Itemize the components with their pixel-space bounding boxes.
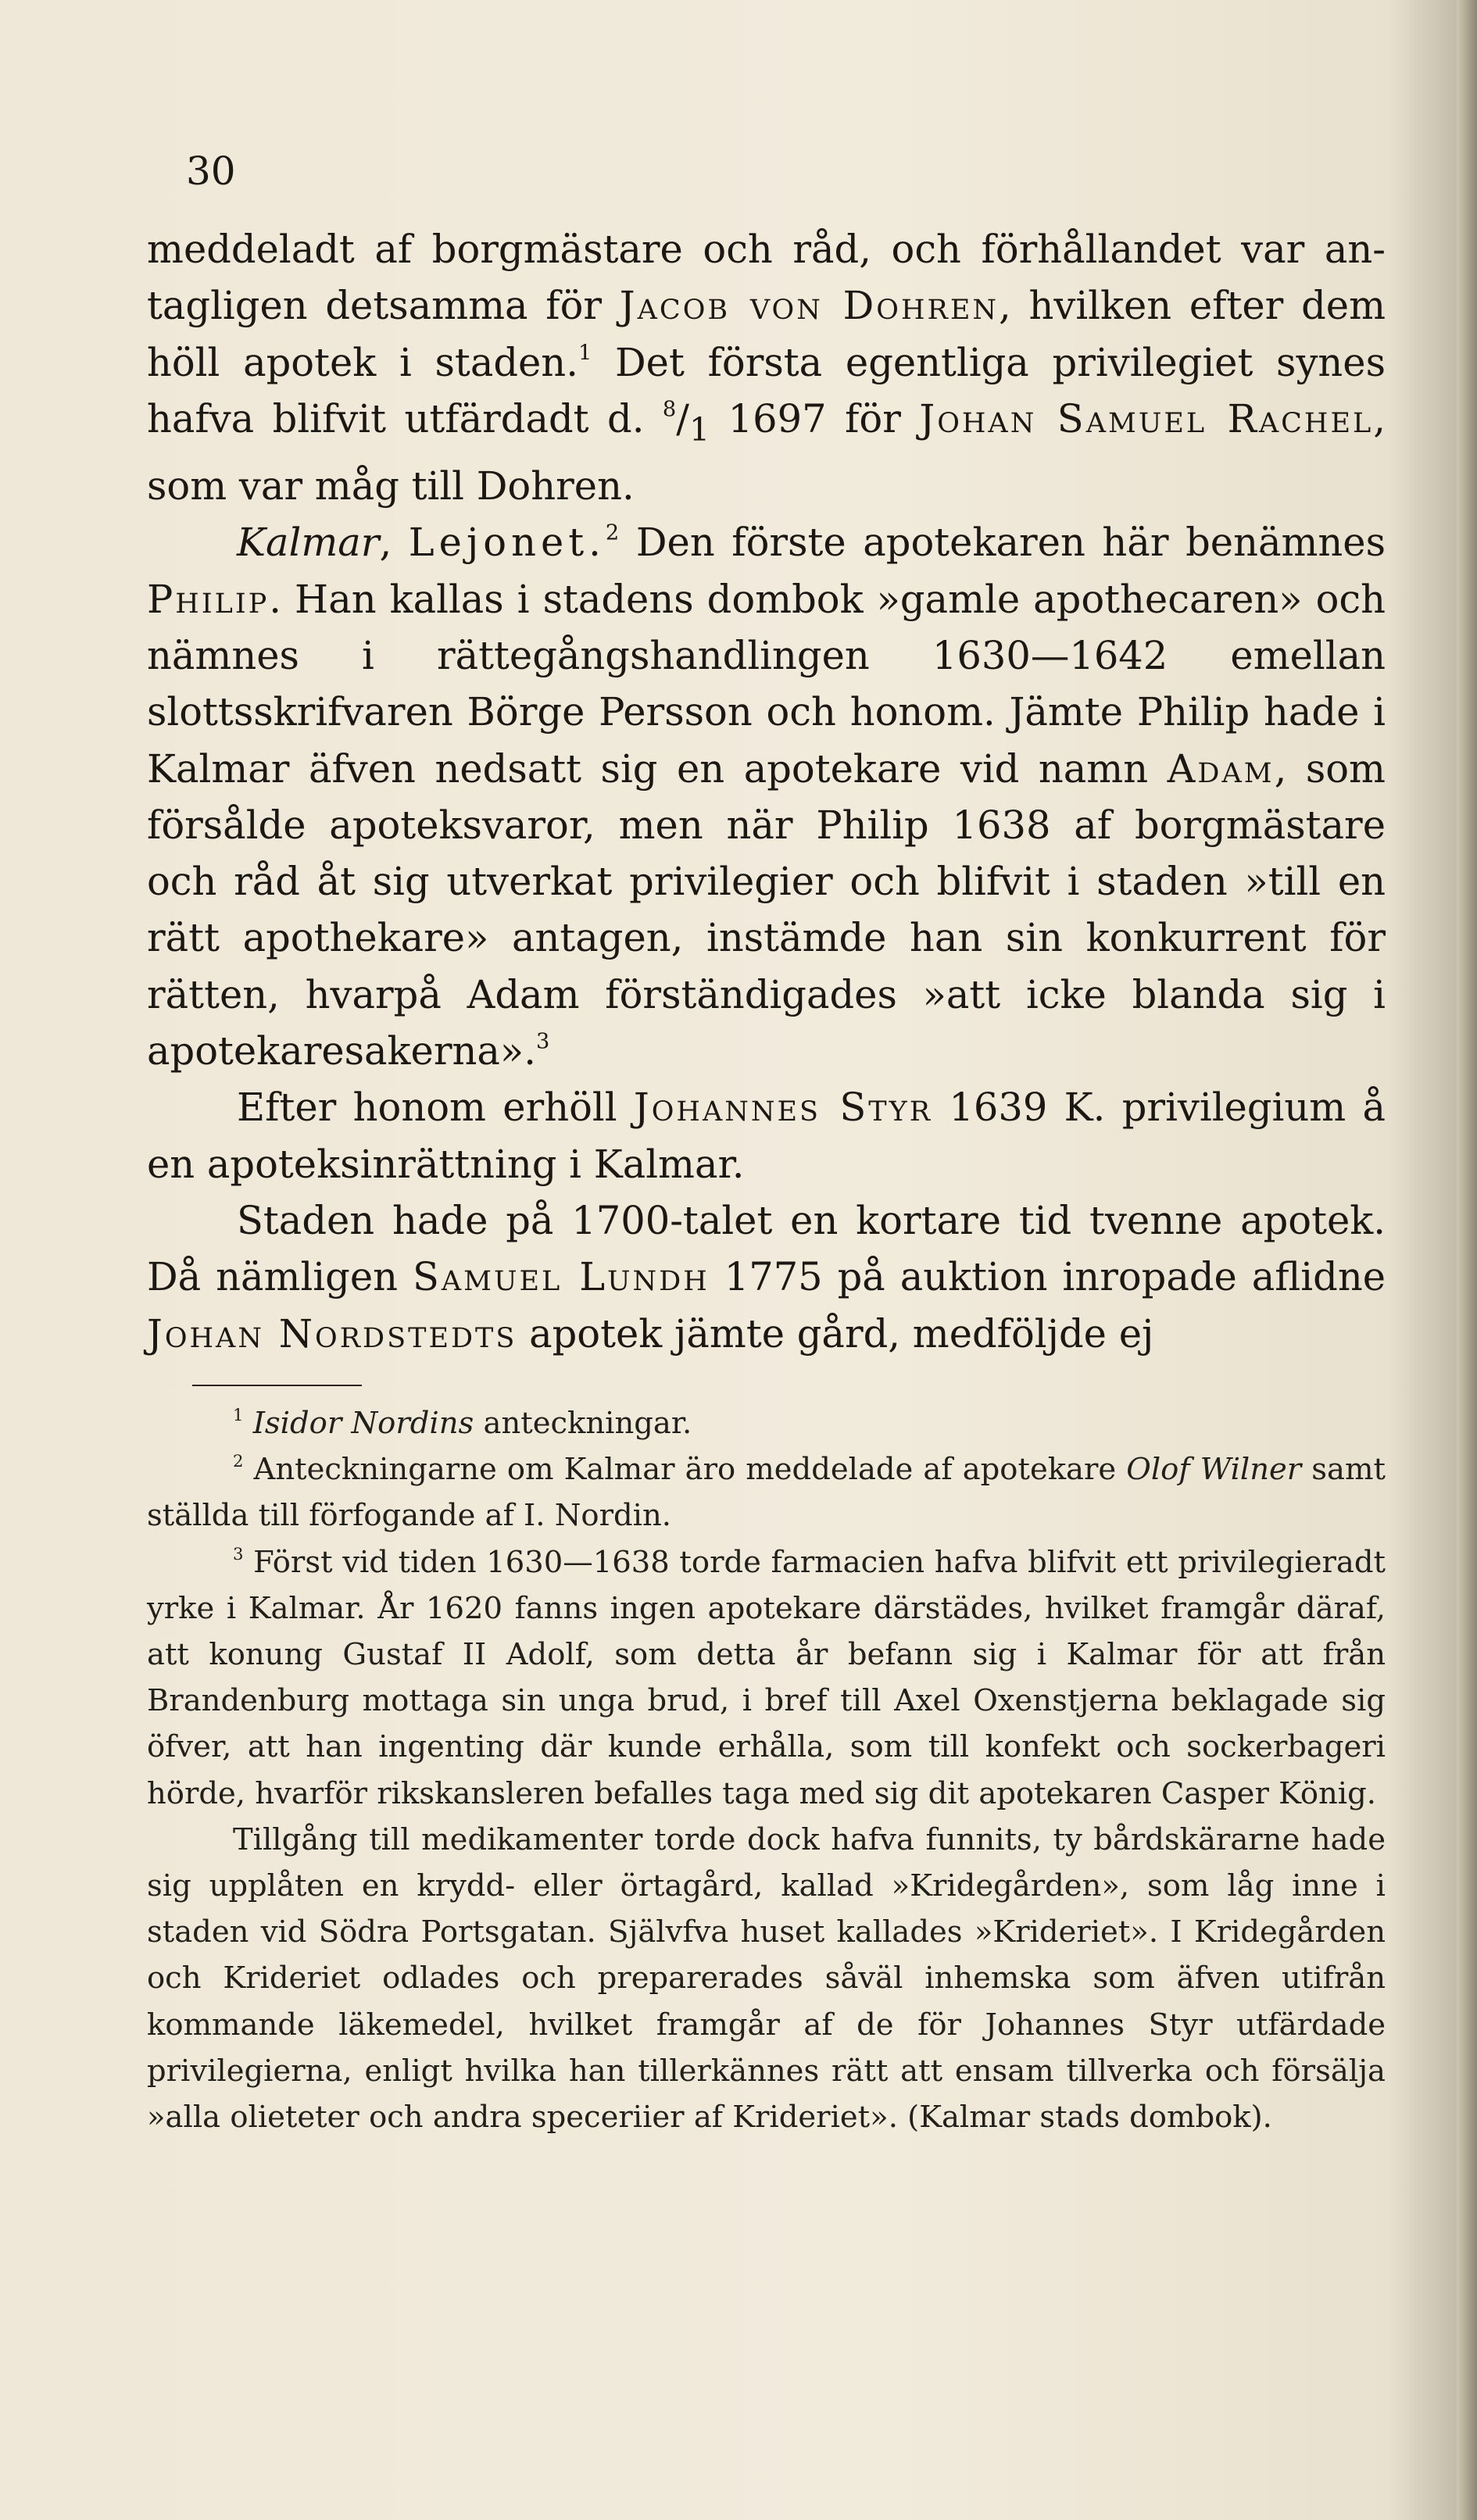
text-run: Lejonet. xyxy=(408,520,606,566)
text-run: Efter honom erhöll xyxy=(237,1085,634,1131)
text-run: apotek jämte gård, medföljde ej xyxy=(517,1310,1154,1357)
footnotes xyxy=(147,1400,1386,2140)
text-run: Adam xyxy=(1167,745,1275,792)
footnote xyxy=(147,1539,1386,1817)
text-run: Anteckningarne om Kalmar äro meddelade af apotekare xyxy=(243,1452,1127,1488)
text-run: , som var måg till Dohren. xyxy=(147,395,1386,509)
text-run: Isidor Nordins xyxy=(252,1406,474,1441)
text-run: , hvilken efter dem höll apotek i staden. xyxy=(147,283,1386,385)
text-run: Tillgång till medikamenter torde dock hafva funnits, ty bårdskärarne hade sig upplåten en krydd- eller örtagård, kallad »Kridegården», som låg inne i staden vid Södra Portsgatan. Självfva huset kallades »Krideriet». I Kridegården och Krideriet odlades och preparerades såväl inhemska som äfven utifrån kommande läkemedel, hvilket framgår af de för Johannes Styr utfärdade privilegierna, enligt hvilka han tillerkännes rätt att ensam tillverka och försälja »alla olieteter och andra speceriier af Krideriet». (Kalmar stads dombok). xyxy=(147,1821,1386,2136)
footnote-marker: 1 xyxy=(233,1405,244,1425)
text-run: , xyxy=(379,520,409,566)
footnote-divider xyxy=(192,1385,362,1386)
footnote-marker: 8 xyxy=(662,397,677,422)
text-run: . Han kallas i stadens dombok »gamle apothecaren» och nämnes i rättegångshandlingen 1630—1642 emellan slottsskrifvaren Börge Persson och honom. Jämte Philip hade i Kalmar äfven nedsatt sig en apotekare vid namn xyxy=(147,576,1386,792)
text-run: 1 xyxy=(688,410,710,449)
text-run: / xyxy=(676,395,689,441)
footnote-marker: 1 xyxy=(578,341,592,366)
text-run: 1639 K. privilegium å en apoteksinrättning i Kalmar. xyxy=(147,1085,1386,1187)
footnote-marker: 3 xyxy=(535,1029,550,1054)
text-run: Samuel Lundh xyxy=(412,1254,710,1300)
footnote xyxy=(147,1400,1386,1446)
paragraph xyxy=(147,1079,1386,1192)
text-run: Johan Samuel Rachel xyxy=(919,395,1374,441)
text-run: Först vid tiden 1630—1638 torde farmacien hafva blifvit ett privilegieradt yrke i Kalmar. År 1620 fanns ingen apotekare därstädes, hvilket framgår däraf, att konung Gustaf II Adolf, som detta år befann sig i Kalmar för att från Brandenburg mottaga sin unga brud, i bref till Axel Oxenstjerna beklagade sig öfver, att han ingenting där kunde erhålla, som till konfekt och sockerbageri hörde, hvarför rikskansleren befalles taga med sig dit apotekaren Casper König. xyxy=(147,1544,1386,1811)
text-run: Johan Nordstedts xyxy=(147,1310,517,1357)
footnote-marker: 2 xyxy=(233,1451,244,1471)
text-run: 1697 för xyxy=(710,395,920,441)
footnote-marker: 3 xyxy=(233,1543,244,1564)
footnote xyxy=(147,1446,1386,1539)
text-run: Kalmar xyxy=(237,520,380,566)
paragraph xyxy=(147,221,1386,514)
text-run: Johannes Styr xyxy=(633,1085,933,1131)
text-run: Den förste apotekaren här benämnes xyxy=(619,520,1386,566)
paragraph xyxy=(147,1192,1386,1362)
text-run: 1775 på auktion inropade aflidne xyxy=(709,1254,1386,1300)
text-run: meddeladt af borgmästare och råd, och förhållandet var antagligen detsamma för xyxy=(147,227,1386,329)
text-run: Det första egentliga privilegiet synes hafva blifvit utfärdadt d. xyxy=(147,339,1386,441)
paragraph xyxy=(147,514,1386,1079)
text-run: Olof Wilner xyxy=(1126,1452,1302,1488)
page-edge xyxy=(1457,0,1477,2520)
text-run xyxy=(243,1406,252,1441)
text-run: Jacob von Dohren xyxy=(619,283,999,329)
text-run: Philip xyxy=(147,576,270,622)
text-run: anteckningar. xyxy=(474,1406,692,1441)
text-run: samt ställda till förfogande af I. Nordin. xyxy=(147,1452,1386,1534)
footnote-marker: 2 xyxy=(605,520,620,545)
text-run: Staden hade på 1700-talet en kortare tid tvenne apotek. Då nämligen xyxy=(147,1197,1386,1300)
text-run: , som försålde apoteksvaror, men när Philip 1638 af borgmästare och råd åt sig utverkat privilegier och blifvit i staden »till en rätt apothekare» antagen, instämde han sin konkurrent för rätten, hvarpå Adam förständigades »att icke blanda sig i apotekaresakerna». xyxy=(147,745,1386,1074)
page-number: 30 xyxy=(186,148,236,194)
main-text xyxy=(147,221,1386,1362)
footnote-continued xyxy=(147,1817,1386,2140)
